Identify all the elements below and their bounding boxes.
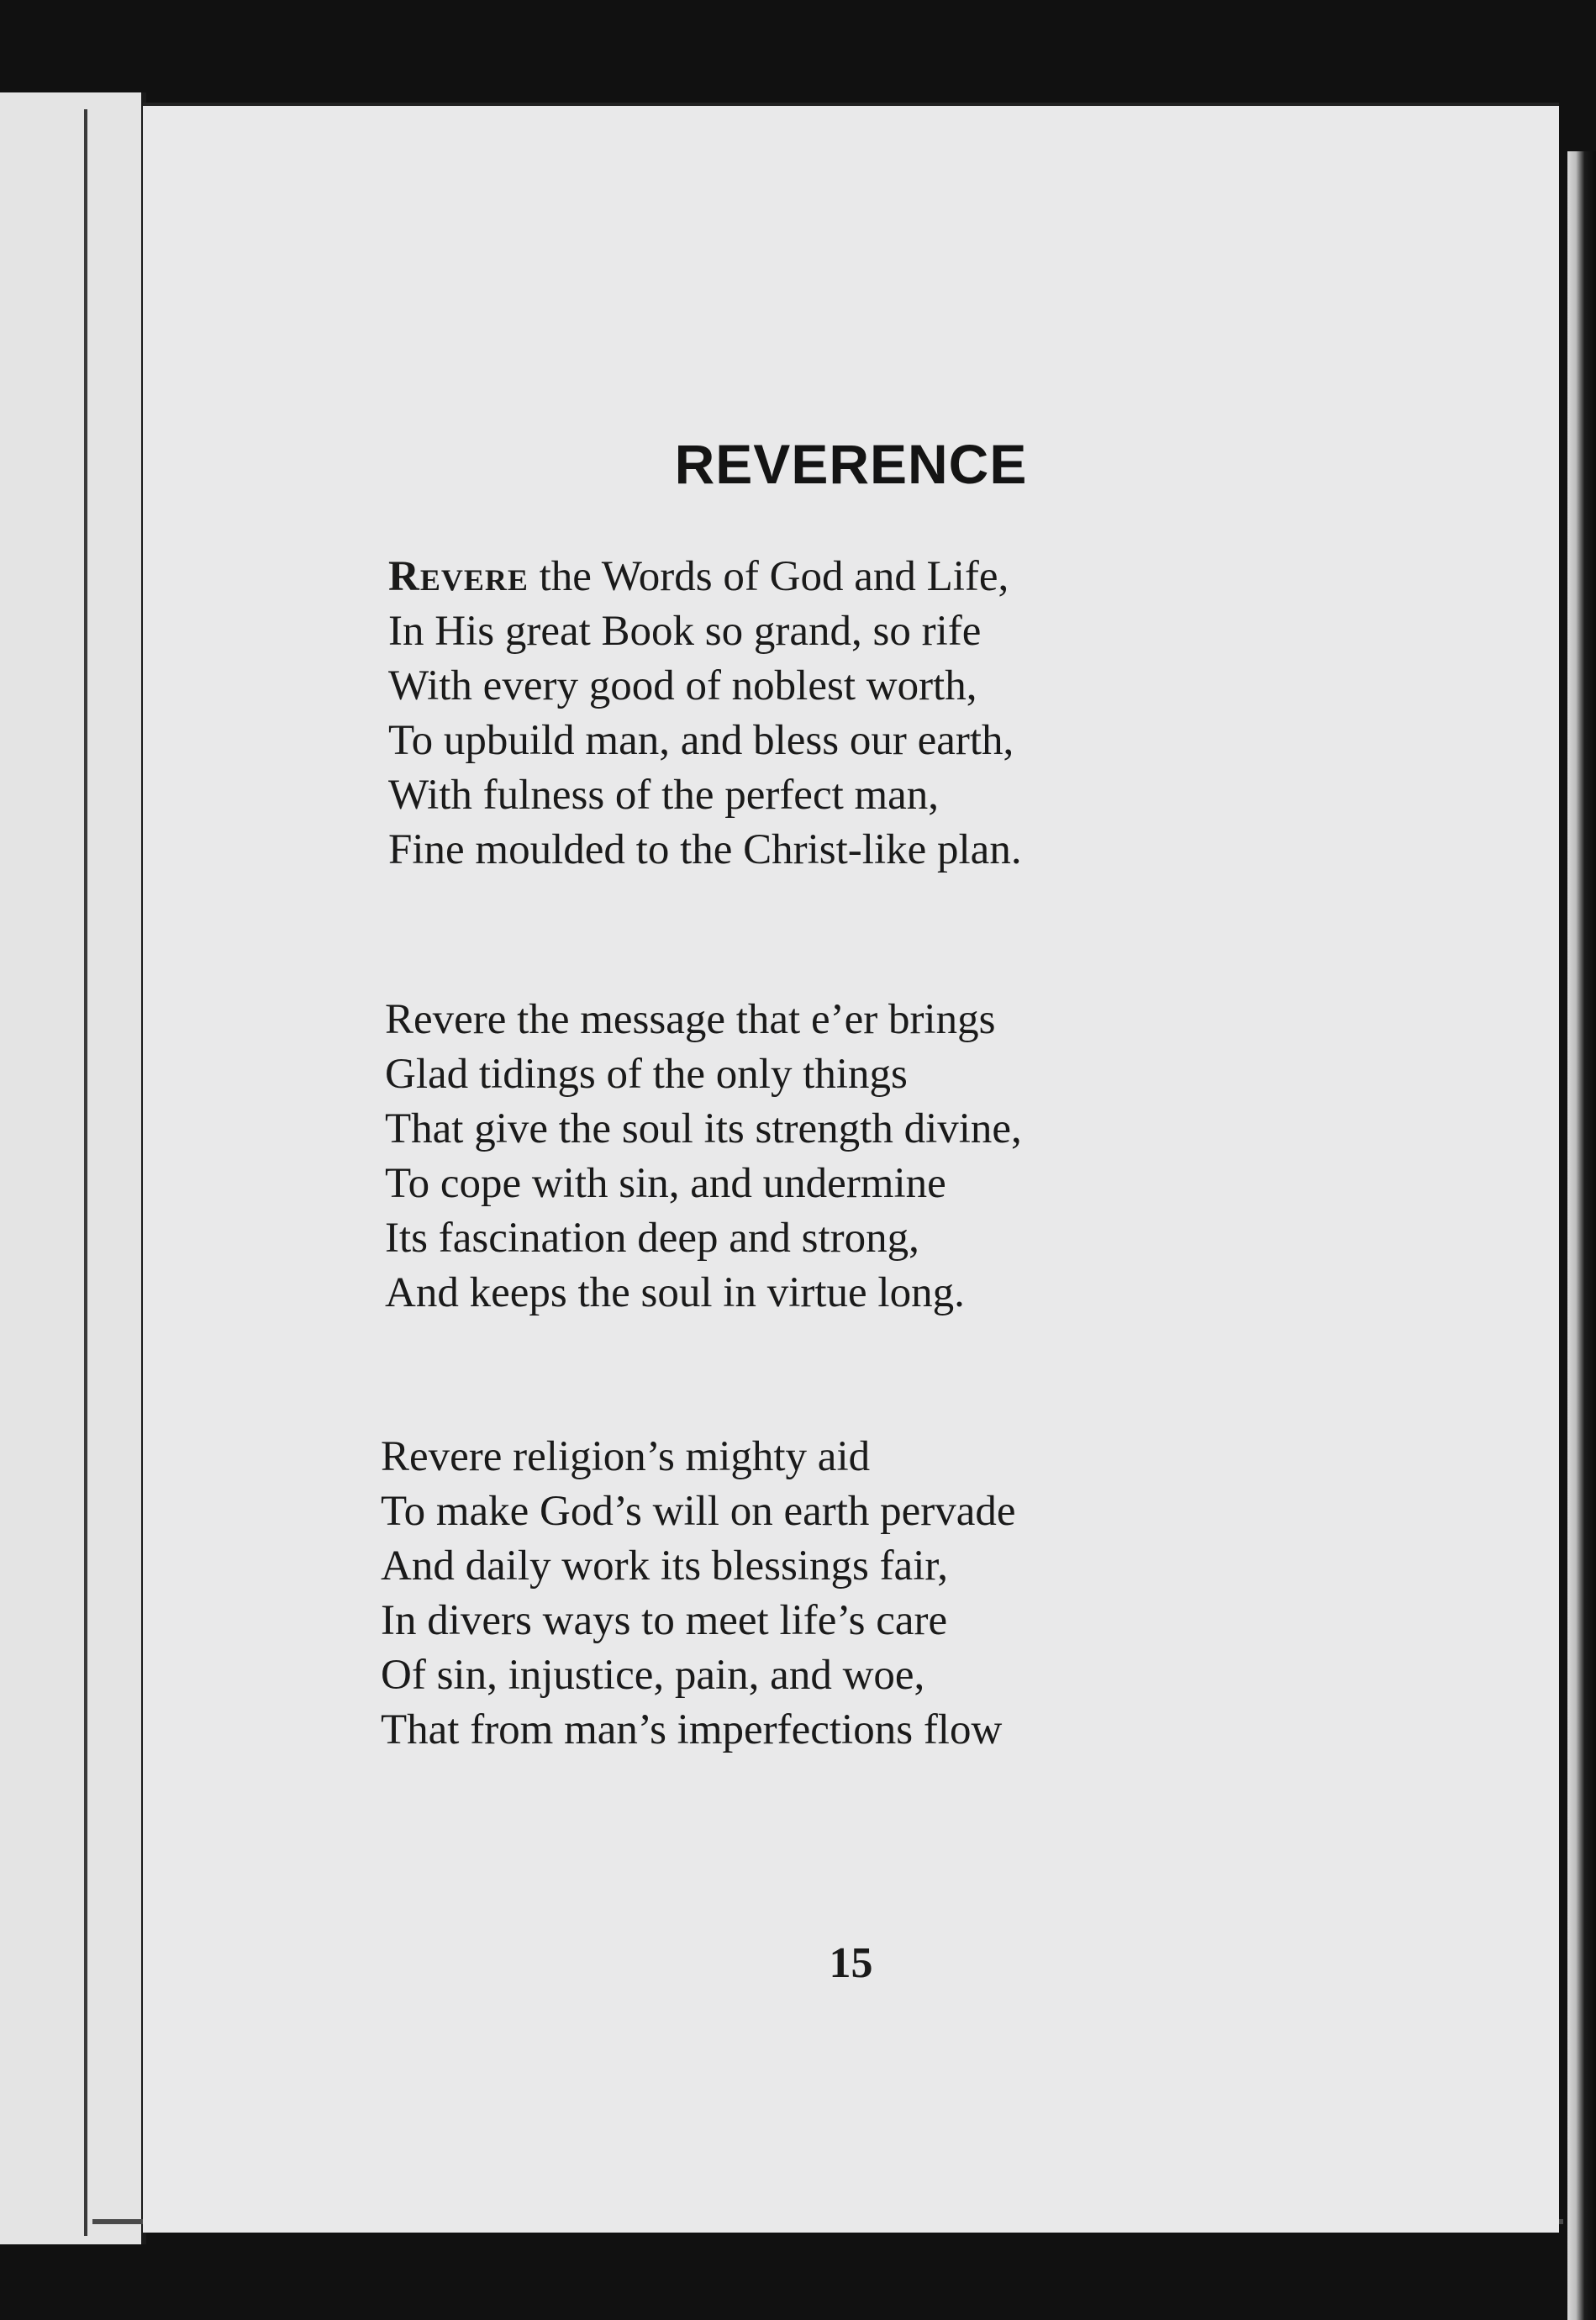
stanza-3 xyxy=(381,1430,1016,1758)
stanza-line: With fulness of the perfect man, xyxy=(388,772,940,819)
stanza-line: Revere the message that e’er brings xyxy=(385,996,996,1043)
stanza-line: Of sin, injustice, pain, and woe, xyxy=(381,1652,925,1699)
stanza-line: That give the soul its strength divine, xyxy=(385,1105,1022,1152)
stanza-line: That from man’s imperfections flow xyxy=(381,1706,1003,1753)
stanza-line xyxy=(388,550,1022,604)
poem-title: REVERENCE xyxy=(674,433,1028,495)
stanza-line: In divers ways to meet life’s care xyxy=(381,1597,948,1644)
page-number: 15 xyxy=(829,1939,873,1987)
stanza-line: And keeps the soul in virtue long. xyxy=(385,1269,965,1316)
stanza-line: And daily work its blessings fair, xyxy=(381,1542,949,1590)
stanza-line: Its fascination deep and strong, xyxy=(385,1215,919,1262)
stanza-line: Glad tidings of the only things xyxy=(385,1051,908,1098)
lead-word: Revere xyxy=(388,553,529,600)
previous-page-edge xyxy=(0,92,146,2244)
page-right-edge xyxy=(1567,151,1596,2320)
stanza-line: Revere religion’s mighty aid xyxy=(381,1433,871,1480)
stanza-line: To cope with sin, and undermine xyxy=(385,1160,946,1207)
stanza-line: With every good of noblest worth, xyxy=(388,662,977,709)
stanza-line: To make God’s will on earth pervade xyxy=(381,1488,1016,1535)
stanza-1 xyxy=(388,550,1022,878)
stanza-line: To upbuild man, and bless our earth, xyxy=(388,717,1014,764)
first-line-rest: the Words of God and Life, xyxy=(528,553,1009,600)
stanza-line: In His great Book so grand, so rife xyxy=(388,608,982,655)
stanza-line: Fine moulded to the Christ-like plan. xyxy=(388,826,1022,873)
book-page xyxy=(143,103,1559,2233)
stanza-2 xyxy=(385,993,1022,1321)
page-gutter-line xyxy=(84,109,87,2236)
